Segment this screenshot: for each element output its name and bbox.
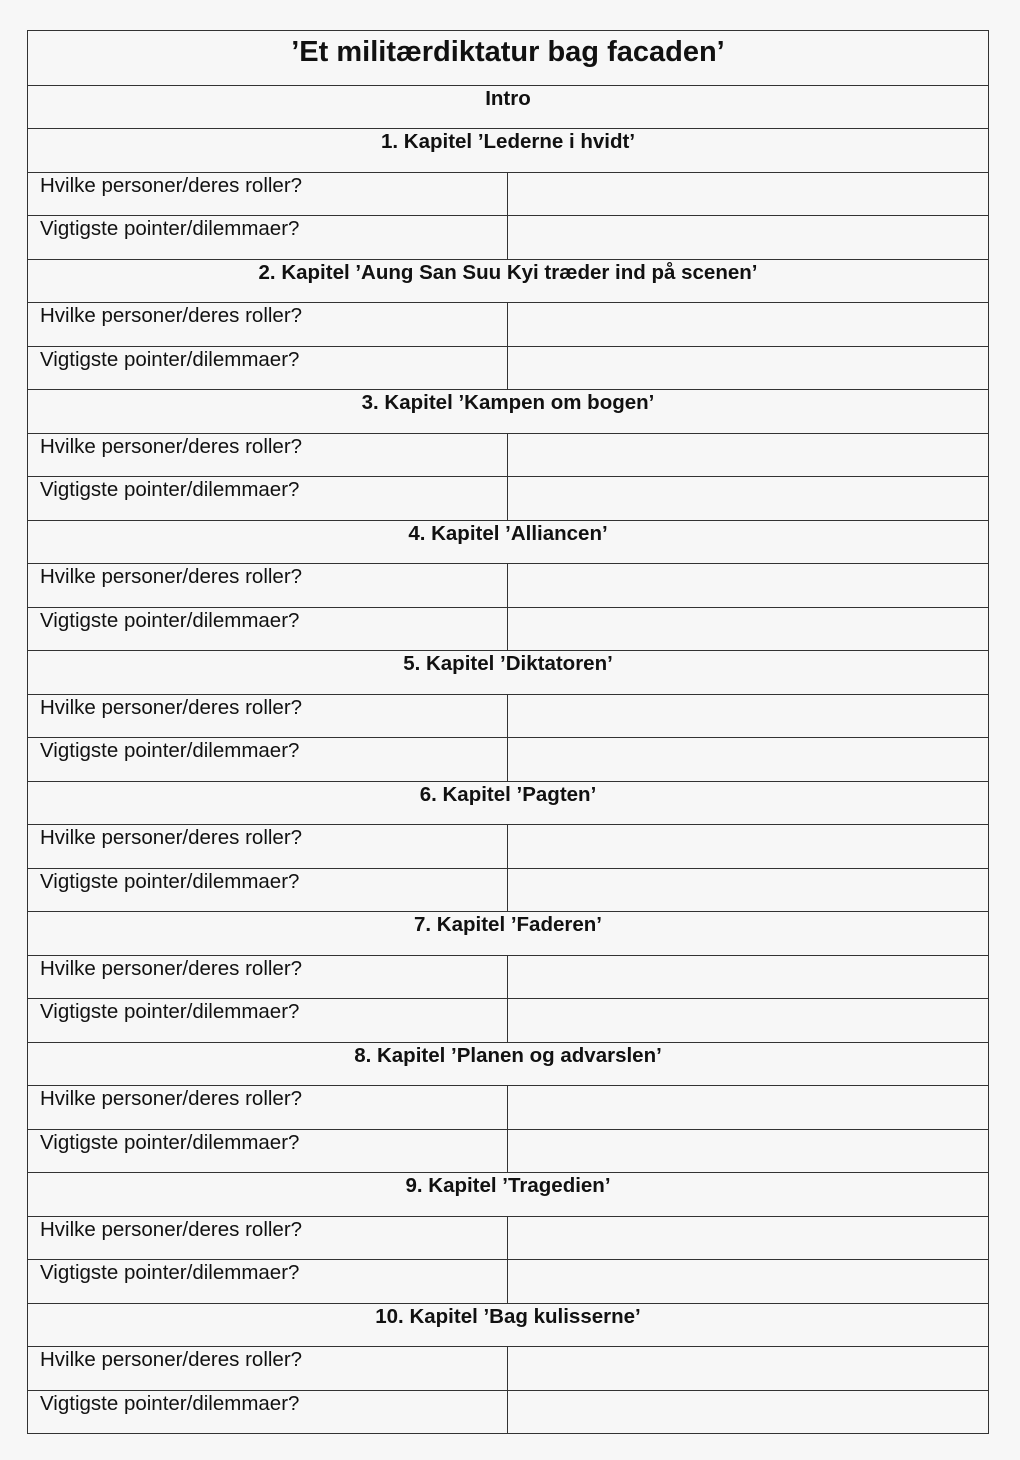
chapter-row xyxy=(28,911,988,955)
chapter-heading: 9. Kapitel ’Tragedien’ xyxy=(405,1174,611,1197)
answer-cell[interactable] xyxy=(508,216,988,259)
answer-cell[interactable] xyxy=(508,999,988,1042)
question-label: Vigtigste pointer/dilemmaer? xyxy=(28,608,508,651)
points-question-row xyxy=(28,998,988,1042)
question-label: Hvilke personer/deres roller? xyxy=(28,956,508,999)
chapter-heading: 3. Kapitel ’Kampen om bogen’ xyxy=(361,391,655,414)
answer-cell[interactable] xyxy=(508,1260,988,1303)
chapter-heading: 6. Kapitel ’Pagten’ xyxy=(419,782,597,806)
chapter-row xyxy=(28,1303,988,1347)
answer-cell[interactable] xyxy=(508,1347,988,1390)
title-row xyxy=(28,31,988,85)
answer-cell[interactable] xyxy=(508,956,988,999)
question-label: Vigtigste pointer/dilemmaer? xyxy=(28,477,508,520)
chapter-row xyxy=(28,128,988,172)
points-question-row xyxy=(28,1390,988,1434)
answer-cell[interactable] xyxy=(508,1130,988,1173)
question-label: Hvilke personer/deres roller? xyxy=(28,434,508,477)
chapter-row xyxy=(28,520,988,564)
chapter-row xyxy=(28,650,988,694)
chapter-heading: 10. Kapitel ’Bag kulisserne’ xyxy=(375,1304,641,1328)
answer-cell[interactable] xyxy=(508,434,988,477)
question-label: Hvilke personer/deres roller? xyxy=(28,564,508,607)
question-label: Hvilke personer/deres roller? xyxy=(28,1086,508,1129)
points-question-row xyxy=(28,737,988,781)
answer-cell[interactable] xyxy=(508,738,988,781)
answer-cell[interactable] xyxy=(508,608,988,651)
answer-cell[interactable] xyxy=(508,477,988,520)
question-label: Vigtigste pointer/dilemmaer? xyxy=(28,347,508,390)
question-label: Vigtigste pointer/dilemmaer? xyxy=(28,1391,508,1434)
persons-question-row xyxy=(28,1085,988,1129)
persons-question-row xyxy=(28,1346,988,1390)
persons-question-row xyxy=(28,172,988,216)
chapter-row xyxy=(28,389,988,433)
question-label: Hvilke personer/deres roller? xyxy=(28,695,508,738)
persons-question-row xyxy=(28,1216,988,1260)
question-label: Vigtigste pointer/dilemmaer? xyxy=(28,216,508,259)
question-label: Vigtigste pointer/dilemmaer? xyxy=(28,738,508,781)
persons-question-row xyxy=(28,824,988,868)
answer-cell[interactable] xyxy=(508,1391,988,1434)
chapter-heading: 7. Kapitel ’Faderen’ xyxy=(414,913,602,936)
answer-cell[interactable] xyxy=(508,347,988,390)
intro-row xyxy=(28,85,988,128)
points-question-row xyxy=(28,868,988,912)
persons-question-row xyxy=(28,433,988,477)
question-label: Vigtigste pointer/dilemmaer? xyxy=(28,1130,508,1173)
question-label: Vigtigste pointer/dilemmaer? xyxy=(28,1260,508,1303)
persons-question-row xyxy=(28,955,988,999)
points-question-row xyxy=(28,215,988,259)
worksheet-table xyxy=(27,30,989,1434)
intro-heading: Intro xyxy=(485,87,531,110)
points-question-row xyxy=(28,1259,988,1303)
answer-cell[interactable] xyxy=(508,1086,988,1129)
points-question-row xyxy=(28,607,988,651)
answer-cell[interactable] xyxy=(508,303,988,346)
chapter-heading: 8. Kapitel ’Planen og advarslen’ xyxy=(354,1043,662,1067)
question-label: Hvilke personer/deres roller? xyxy=(28,1217,508,1260)
chapter-heading: 2. Kapitel ’Aung San Suu Kyi træder ind på scenen’ xyxy=(258,260,758,284)
question-label: Vigtigste pointer/dilemmaer? xyxy=(28,999,508,1042)
question-label: Hvilke personer/deres roller? xyxy=(28,173,508,216)
question-label: Vigtigste pointer/dilemmaer? xyxy=(28,869,508,912)
question-label: Hvilke personer/deres roller? xyxy=(28,825,508,868)
answer-cell[interactable] xyxy=(508,564,988,607)
answer-cell[interactable] xyxy=(508,825,988,868)
worksheet-title: ’Et militærdiktatur bag facaden’ xyxy=(291,36,725,68)
persons-question-row xyxy=(28,694,988,738)
answer-cell[interactable] xyxy=(508,869,988,912)
chapter-row xyxy=(28,259,988,303)
question-label: Hvilke personer/deres roller? xyxy=(28,1347,508,1390)
persons-question-row xyxy=(28,563,988,607)
points-question-row xyxy=(28,346,988,390)
chapter-heading: 5. Kapitel ’Diktatoren’ xyxy=(403,652,613,675)
answer-cell[interactable] xyxy=(508,1217,988,1260)
answer-cell[interactable] xyxy=(508,173,988,216)
chapter-row xyxy=(28,781,988,825)
question-label: Hvilke personer/deres roller? xyxy=(28,303,508,346)
points-question-row xyxy=(28,1129,988,1173)
answer-cell[interactable] xyxy=(508,695,988,738)
persons-question-row xyxy=(28,302,988,346)
chapter-row xyxy=(28,1172,988,1216)
chapters-container xyxy=(28,128,988,1433)
chapter-heading: 4. Kapitel ’Alliancen’ xyxy=(408,521,608,545)
points-question-row xyxy=(28,476,988,520)
chapter-heading: 1. Kapitel ’Lederne i hvidt’ xyxy=(380,130,636,153)
chapter-row xyxy=(28,1042,988,1086)
